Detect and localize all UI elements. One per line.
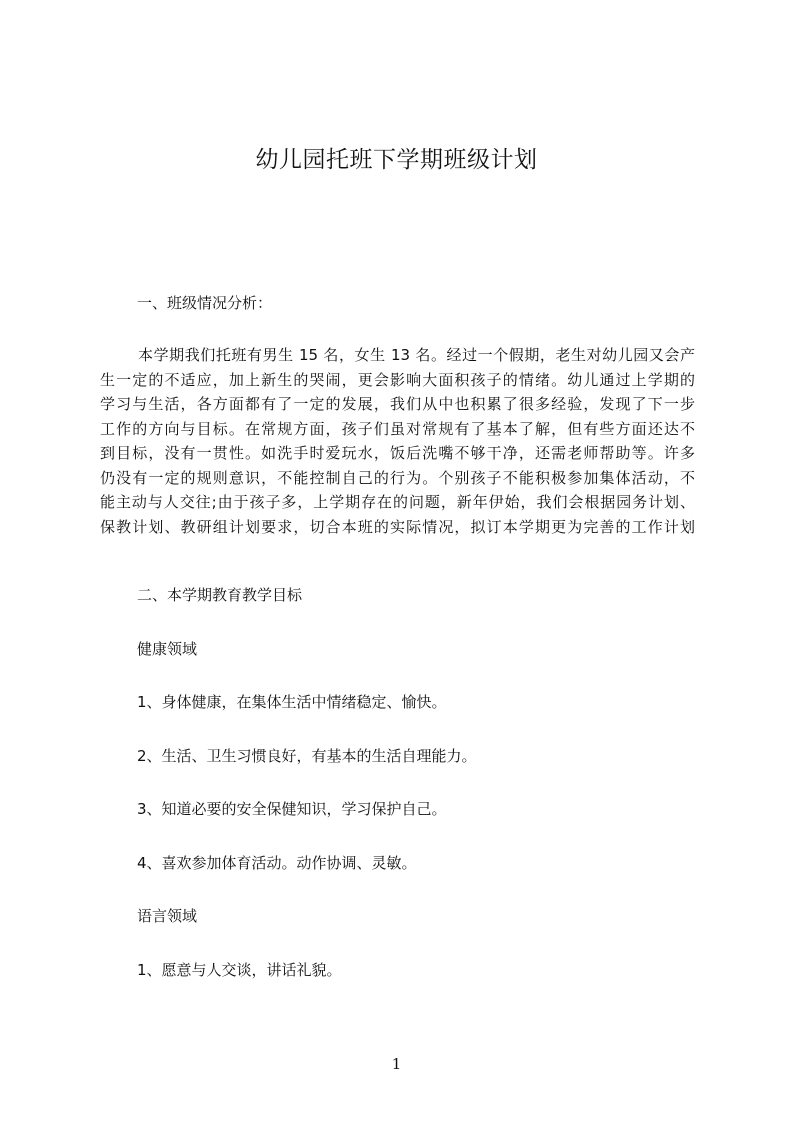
section-heading-teaching-goals: 二、本学期教育教学目标 — [137, 586, 303, 604]
health-goal-item: 3、知道必要的安全保健知识，学习保护自己。 — [137, 800, 447, 818]
paragraph-line: 保教计划、教研组计划要求，切合本班的实际情况，拟订本学期更为完善的工作计划 — [100, 517, 695, 536]
paragraph-line: 到目标，没有一贯性。如洗手时爱玩水，饭后洗嘴不够干净，还需老师帮助等。许多 — [100, 444, 695, 462]
subheading-language-domain: 语言领域 — [137, 907, 198, 925]
health-goal-item: 2、生活、卫生习惯良好，有基本的生活自理能力。 — [137, 747, 477, 765]
health-goal-item: 1、身体健康，在集体生活中情绪稳定、愉快。 — [137, 693, 447, 711]
paragraph-line: 学习与生活，各方面都有了一定的发展，我们从中也积累了很多经验，发现了下一步 — [100, 395, 695, 413]
paragraph-line: 仍没有一定的规则意识，不能控制自己的行为。个别孩子不能积极参加集体活动，不 — [100, 468, 695, 487]
language-goal-item: 1、愿意与人交谈，讲话礼貌。 — [137, 961, 342, 979]
class-analysis-paragraph — [100, 343, 695, 539]
page-number: 1 — [391, 1055, 402, 1073]
paragraph-line: 能主动与人交往;由于孩子多，上学期存在的问题，新年伊始，我们会根据园务计划、 — [100, 493, 695, 511]
section-heading-class-analysis: 一、班级情况分析： — [137, 294, 273, 312]
paragraph-line: 生一定的不适应，加上新生的哭闹，更会影响大面积孩子的情绪。幼儿通过上学期的 — [100, 370, 695, 389]
paragraph-line: 工作的方向与目标。在常规方面，孩子们虽对常规有了基本了解，但有些方面还达不 — [100, 419, 695, 438]
paragraph-line: 本学期我们托班有男生 15 名，女生 13 名。经过一个假期，老生对幼儿园又会产 — [138, 346, 695, 364]
document-title: 幼儿园托班下学期班级计划 — [255, 147, 538, 173]
health-goal-item: 4、喜欢参加体育活动。动作协调、灵敏。 — [137, 854, 417, 872]
subheading-health-domain: 健康领域 — [137, 640, 198, 658]
